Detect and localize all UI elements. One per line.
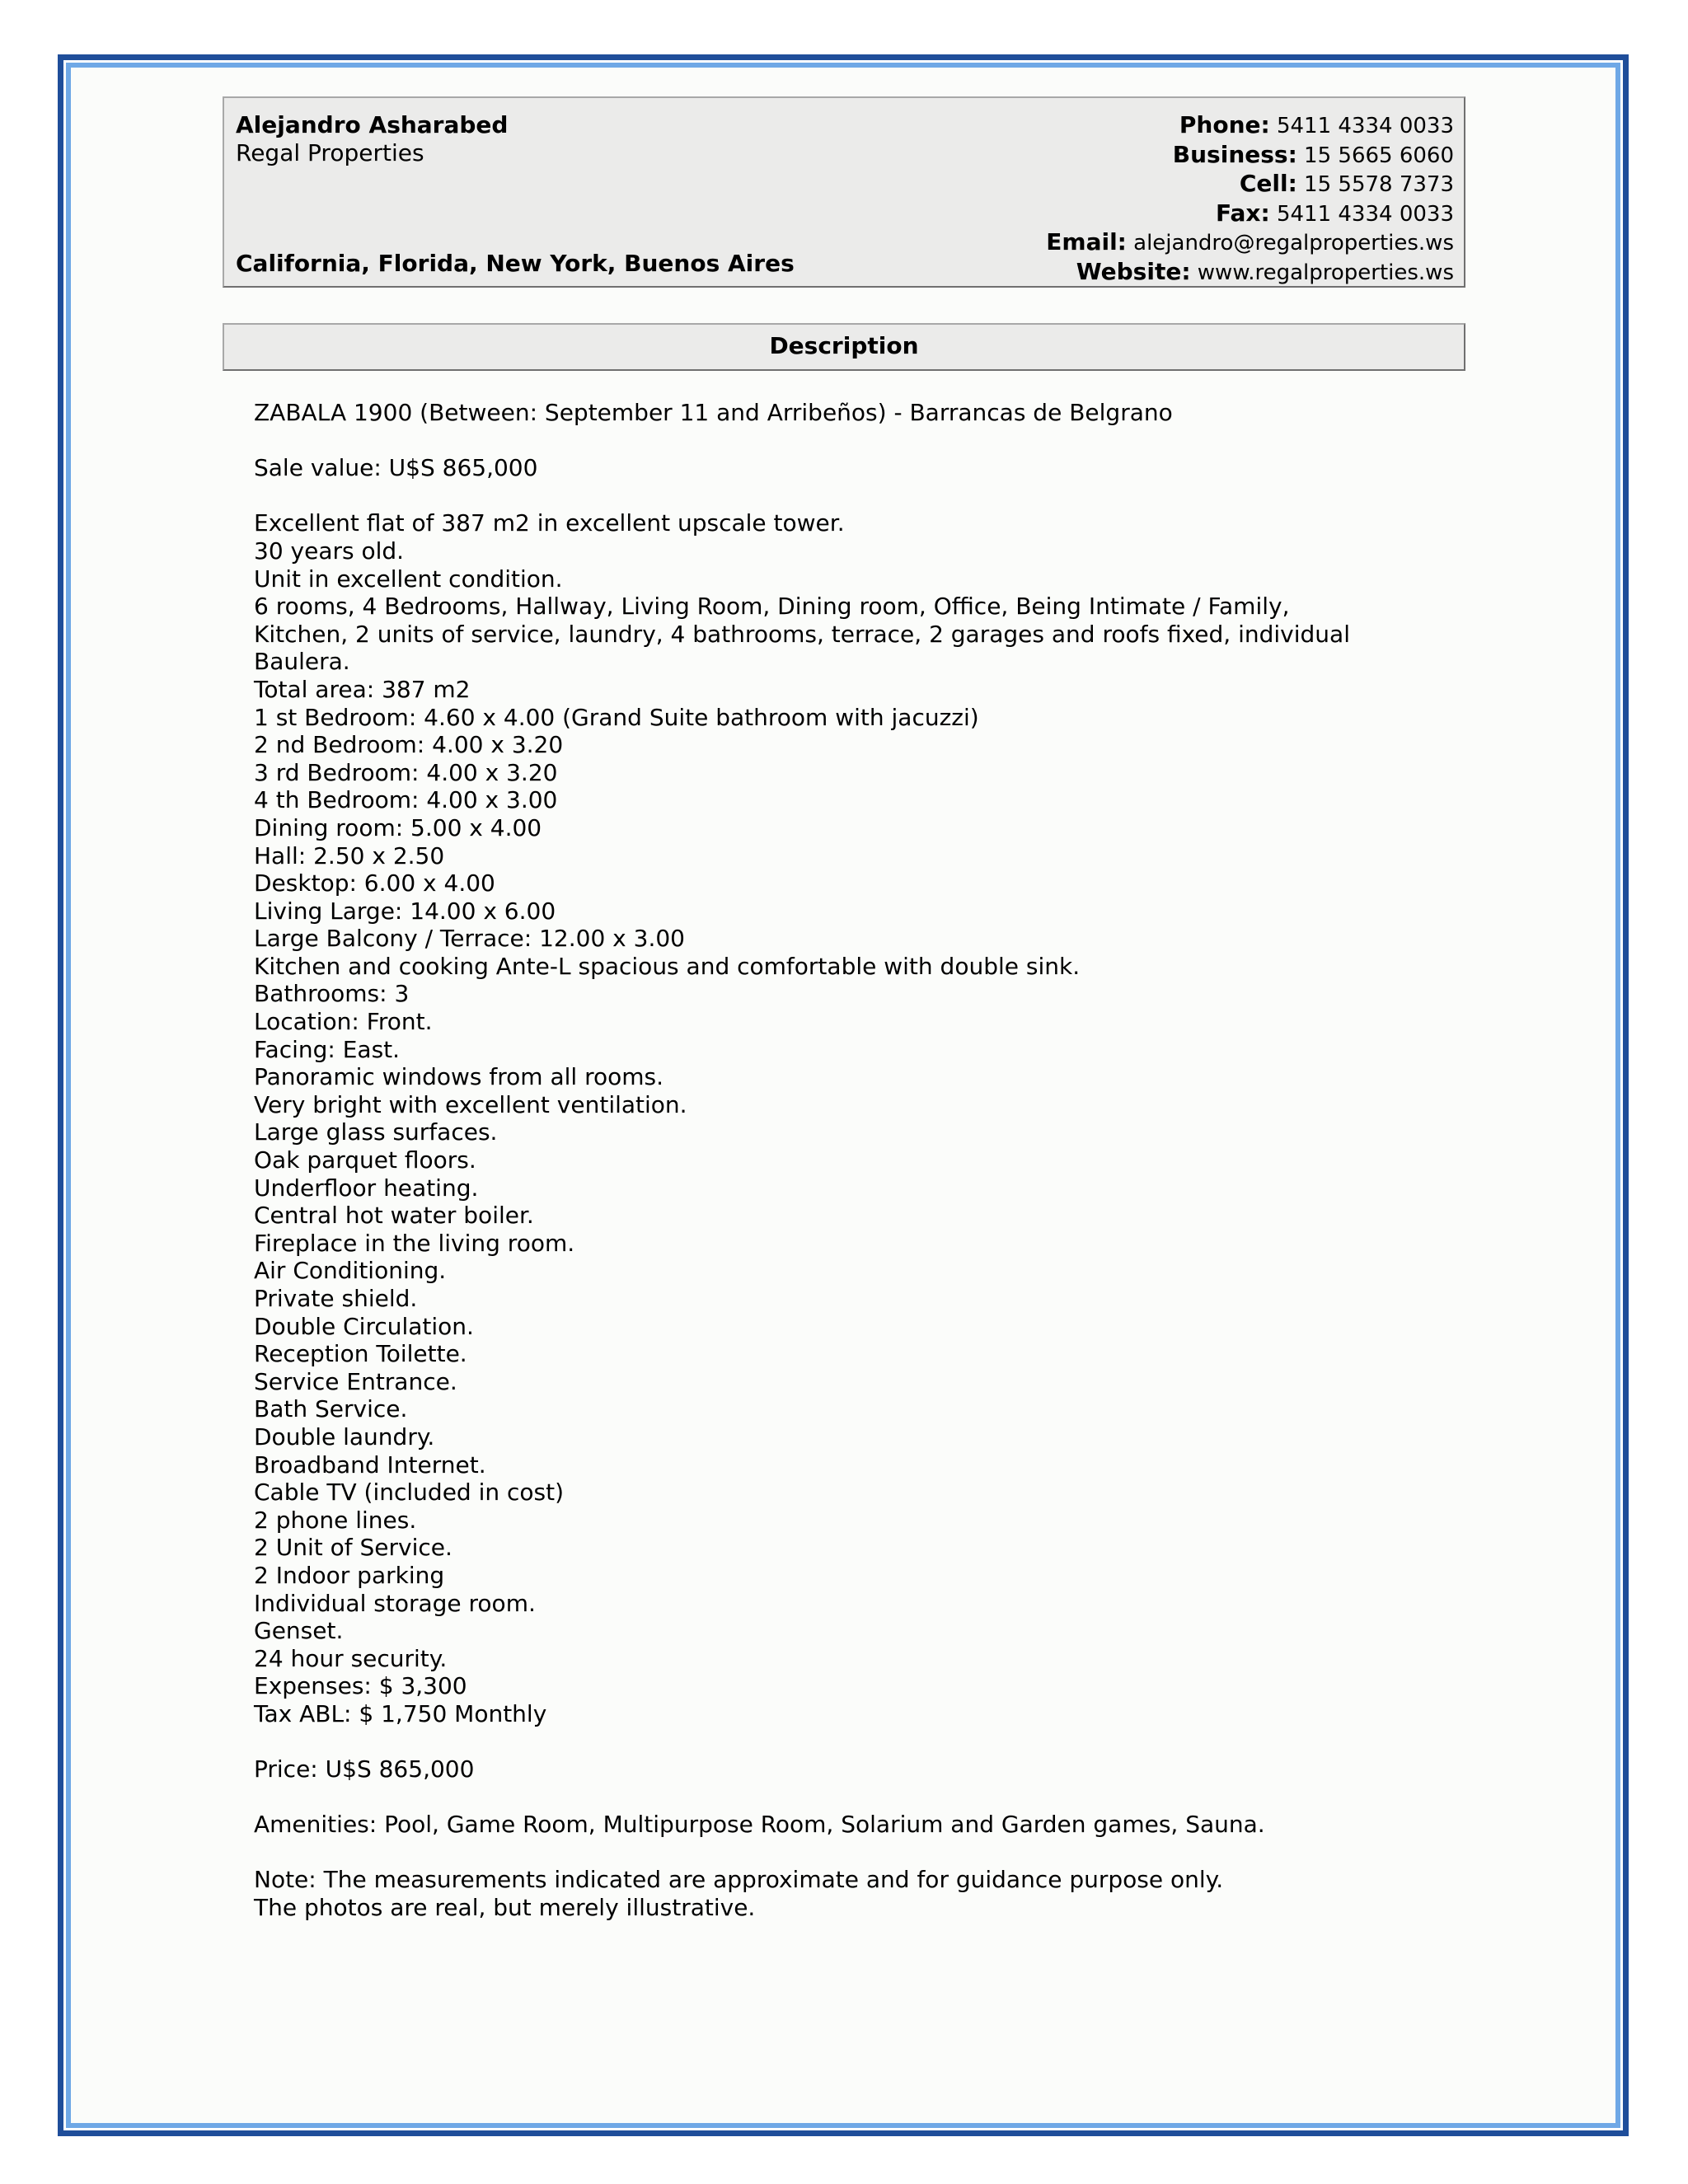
description-line: Kitchen and cooking Ante-L spacious and comfortable with double sink. (254, 952, 1081, 980)
blank-line (254, 427, 1408, 455)
description-line: Very bright with excellent ventilation. (254, 1090, 687, 1118)
description-line: 2 Indoor parking (254, 1561, 445, 1589)
description-line: 2 phone lines. (254, 1506, 417, 1534)
description-line: The photos are real, but merely illustrative. (254, 1894, 756, 1922)
contact-phone (1046, 111, 1454, 141)
description-line: 24 hour security. (254, 1644, 448, 1672)
description-line: Sale value: U$S 865,000 (254, 454, 538, 482)
agent-locations: California, Florida, New York, Buenos Aires (236, 250, 795, 277)
contact-cell (1046, 170, 1454, 199)
description-line: Large glass surfaces. (254, 1118, 498, 1146)
description-line: Amenities: Pool, Game Room, Multipurpose Room, Solarium and Garden games, Sauna. (254, 1811, 1265, 1839)
description-line: Expenses: $ 3,300 (254, 1672, 467, 1700)
description-line: Air Conditioning. (254, 1257, 447, 1285)
description-line: Individual storage room. (254, 1589, 536, 1617)
description-line: Central hot water boiler. (254, 1202, 534, 1230)
description-line: Private shield. (254, 1285, 418, 1312)
contact-label: Website: (1076, 257, 1191, 285)
contact-value: 15 5578 7373 (1304, 172, 1454, 198)
description-line: Reception Toilette. (254, 1340, 467, 1368)
contact-label: Business: (1172, 140, 1297, 168)
description-line: Dining room: 5.00 x 4.00 (254, 813, 542, 841)
description-line: 6 rooms, 4 Bedrooms, Hallway, Living Room, Dining room, Office, Being Intimate / Family, (254, 593, 1290, 621)
description-line: Excellent flat of 387 m2 in excellent upscale tower. (254, 509, 845, 537)
description-line: 4 th Bedroom: 4.00 x 3.00 (254, 786, 558, 814)
description-line: 2 Unit of Service. (254, 1534, 452, 1562)
blank-line (254, 1728, 1408, 1756)
contact-website-link[interactable]: www.regalproperties.ws (1197, 260, 1454, 285)
description-line: Bath Service. (254, 1395, 408, 1423)
contact-email (1046, 228, 1454, 258)
description-body (254, 399, 1408, 1922)
agent-header (223, 96, 1465, 288)
contact-website (1046, 258, 1454, 288)
agent-name: Alejandro Asharabed (236, 111, 509, 138)
description-line: Price: U$S 865,000 (254, 1755, 475, 1783)
description-line: Broadband Internet. (254, 1451, 486, 1479)
description-line: Desktop: 6.00 x 4.00 (254, 869, 495, 898)
description-line: Fireplace in the living room. (254, 1229, 575, 1257)
description-line: Cable TV (included in cost) (254, 1479, 565, 1507)
description-line: Hall: 2.50 x 2.50 (254, 841, 445, 869)
description-line: ZABALA 1900 (Between: September 11 and Arribeños) - Barrancas de Belgrano (254, 399, 1173, 426)
contact-list (1046, 111, 1454, 288)
description-line: 2 nd Bedroom: 4.00 x 3.20 (254, 731, 564, 759)
contact-fax (1046, 199, 1454, 229)
contact-value: 15 5665 6060 (1304, 143, 1454, 168)
contact-label: Phone: (1179, 111, 1270, 138)
blank-line (254, 1839, 1408, 1867)
contact-label: Fax: (1216, 199, 1270, 227)
description-line: 30 years old. (254, 537, 405, 565)
agent-company: Regal Properties (236, 139, 424, 166)
contact-value: 5411 4334 0033 (1276, 114, 1454, 138)
description-line: Double Circulation. (254, 1312, 474, 1340)
description-line: Facing: East. (254, 1035, 401, 1063)
contact-email-link[interactable]: alejandro@regalproperties.ws (1133, 231, 1454, 256)
description-line: Service Entrance. (254, 1367, 457, 1395)
description-line: Panoramic windows from all rooms. (254, 1063, 663, 1091)
blank-line (254, 1783, 1408, 1811)
description-line: 1 st Bedroom: 4.60 x 4.00 (Grand Suite bathroom with jacuzzi) (254, 703, 979, 731)
description-line: Tax ABL: $ 1,750 Monthly (254, 1699, 547, 1727)
description-line: Location: Front. (254, 1008, 433, 1036)
description-line: Baulera. (254, 648, 350, 676)
description-line: Total area: 387 m2 (254, 675, 471, 703)
blank-line (254, 482, 1408, 510)
description-line: Living Large: 14.00 x 6.00 (254, 897, 556, 925)
contact-value: 5411 4334 0033 (1276, 201, 1454, 227)
description-line: Bathrooms: 3 (254, 980, 410, 1008)
description-line: Oak parquet floors. (254, 1146, 476, 1174)
description-line: Double laundry. (254, 1422, 435, 1451)
section-title: Description (223, 323, 1465, 371)
description-line: Genset. (254, 1617, 344, 1645)
contact-label: Cell: (1239, 170, 1297, 198)
description-line: Large Balcony / Terrace: 12.00 x 3.00 (254, 925, 685, 953)
description-line: Note: The measurements indicated are approximate and for guidance purpose only. (254, 1866, 1224, 1894)
description-line: 3 rd Bedroom: 4.00 x 3.20 (254, 758, 558, 786)
description-line: Kitchen, 2 units of service, laundry, 4 bathrooms, terrace, 2 garages and roofs fixed, individual (254, 620, 1350, 648)
contact-business (1046, 141, 1454, 171)
description-line: Unit in excellent condition. (254, 565, 563, 593)
contact-label: Email: (1046, 228, 1127, 256)
description-line: Underfloor heating. (254, 1174, 479, 1202)
